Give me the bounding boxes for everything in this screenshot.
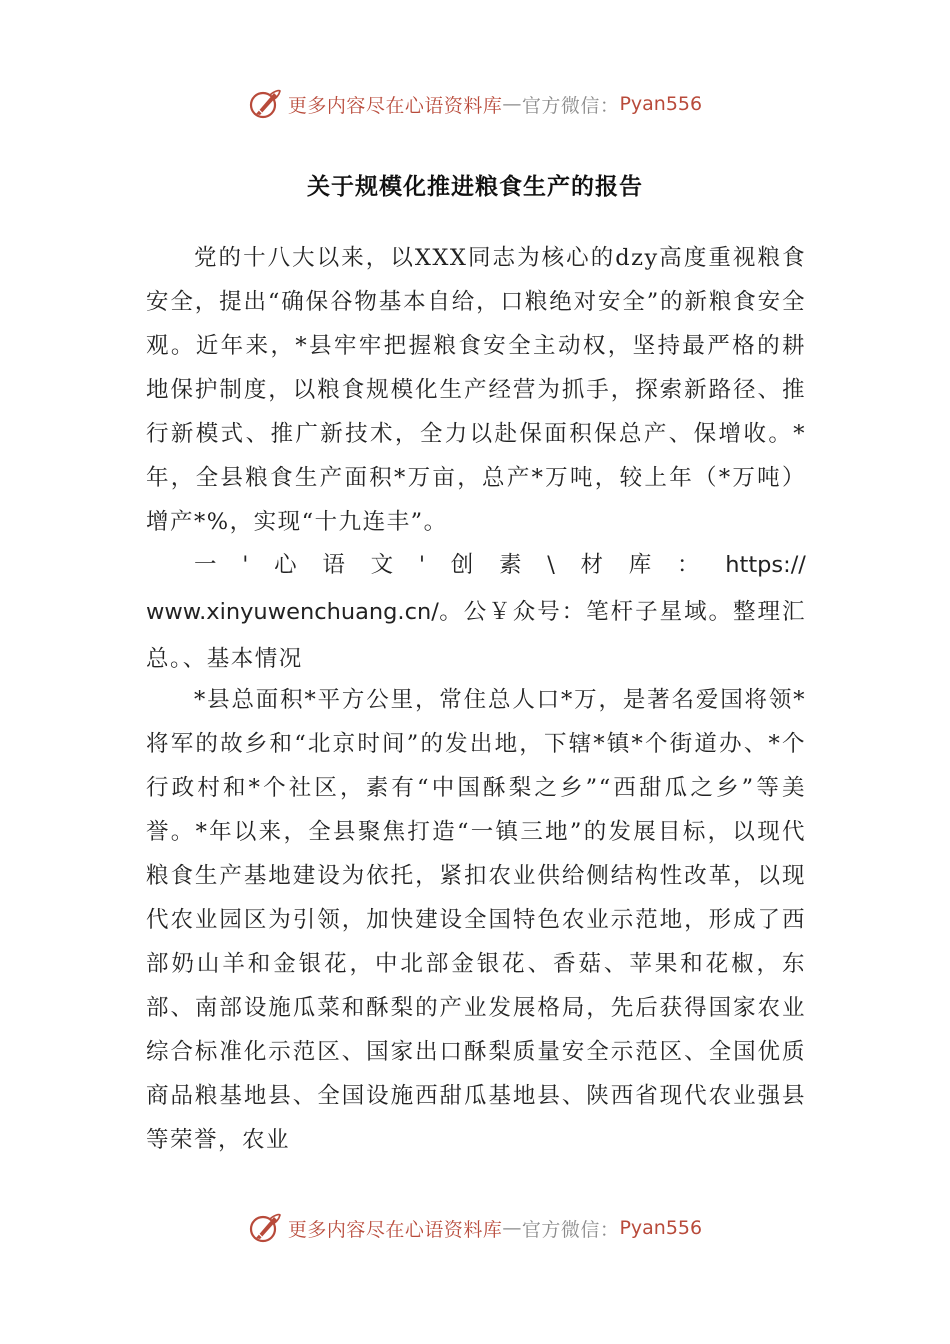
- paragraph-basic-situation: *县总面积*平方公里，常住总人口*万，是著名爱国将领*将军的故乡和“北京时间”的发出地，下辖*镇*个街道办、*个行政村和*个社区，素有“中国酥梨之乡”“西甜瓜之乡”等美誉。*年以来，全县聚焦打造“一镇三地”的发展目标，以现代粮食生产基地建设为依托，紧扣农业供给侧结构性改革，以现代农业园区为引领，加快建设全国特色农业示范地，形成了西部奶山羊和金银花，中北部金银花、香菇、苹果和花椒，东部、南部设施瓜菜和酥梨的产业发展格局，先后获得国家农业综合标准化示范区、国家出口酥梨质量安全示范区、全国优质商品粮基地县、全国设施西甜瓜基地县、陕西省现代农业强县等荣誉，农业: [146, 687, 806, 1153]
- spread-line: [146, 542, 806, 589]
- paragraph-intro: 党的十八大以来，以XXX同志为核心的dzy高度重视粮食安全，提出“确保谷物基本自给，口粮绝对安全”的新粮食安全观。近年来，*县牢牢把握粮食安全主动权，坚持最严格的耕地保护制度，以粮食规模化生产经营为抓手，探索新路径、推行新模式、推广新技术，全力以赴保面积保总产、保增收。*年，全县粮食生产面积*万亩，总产*万吨，较上年（*万吨）增产*%，实现“十九连丰”。: [146, 245, 806, 535]
- spread-char: 语: [322, 552, 347, 578]
- spread-char: \: [547, 552, 557, 578]
- banner-site-text: 更多内容尽在心语资料库: [287, 1218, 503, 1241]
- banner-site-text: 更多内容尽在心语资料库: [287, 94, 503, 117]
- spread-char: 创: [450, 552, 475, 578]
- banner-account: Pyan556: [619, 1217, 703, 1239]
- url-line: [146, 589, 806, 683]
- quill-pen-logo-icon: [248, 87, 282, 121]
- header-banner: [0, 84, 950, 124]
- spread-char: 材: [580, 552, 605, 578]
- banner-wechat-label: 官方微信：: [521, 1218, 620, 1241]
- banner-dash: —: [502, 1217, 522, 1239]
- source-url: www.xinyuwenchuang.cn/: [146, 599, 439, 625]
- banner-wechat-label: 官方微信：: [521, 94, 620, 117]
- footer-banner: [0, 1208, 950, 1248]
- spread-char: ': [418, 552, 427, 578]
- paragraph2-rest: 。公￥众号：笔杆子星域。整理汇总。、基本情况: [146, 599, 806, 672]
- banner-account: Pyan556: [619, 93, 703, 115]
- spread-char: 心: [274, 552, 299, 578]
- spread-char: 素: [498, 552, 523, 578]
- spread-char: 库: [628, 552, 653, 578]
- spread-char: ：: [677, 552, 702, 578]
- spread-char: 一: [194, 552, 219, 578]
- spread-char: 文: [370, 552, 395, 578]
- document-title: 关于规模化推进粮食生产的报告: [307, 174, 643, 200]
- url-prefix: https://: [725, 552, 806, 578]
- spread-char: ': [242, 552, 250, 578]
- quill-pen-logo-icon: [248, 1211, 282, 1245]
- paragraph-source-note: [146, 542, 806, 683]
- banner-dash: —: [502, 93, 522, 115]
